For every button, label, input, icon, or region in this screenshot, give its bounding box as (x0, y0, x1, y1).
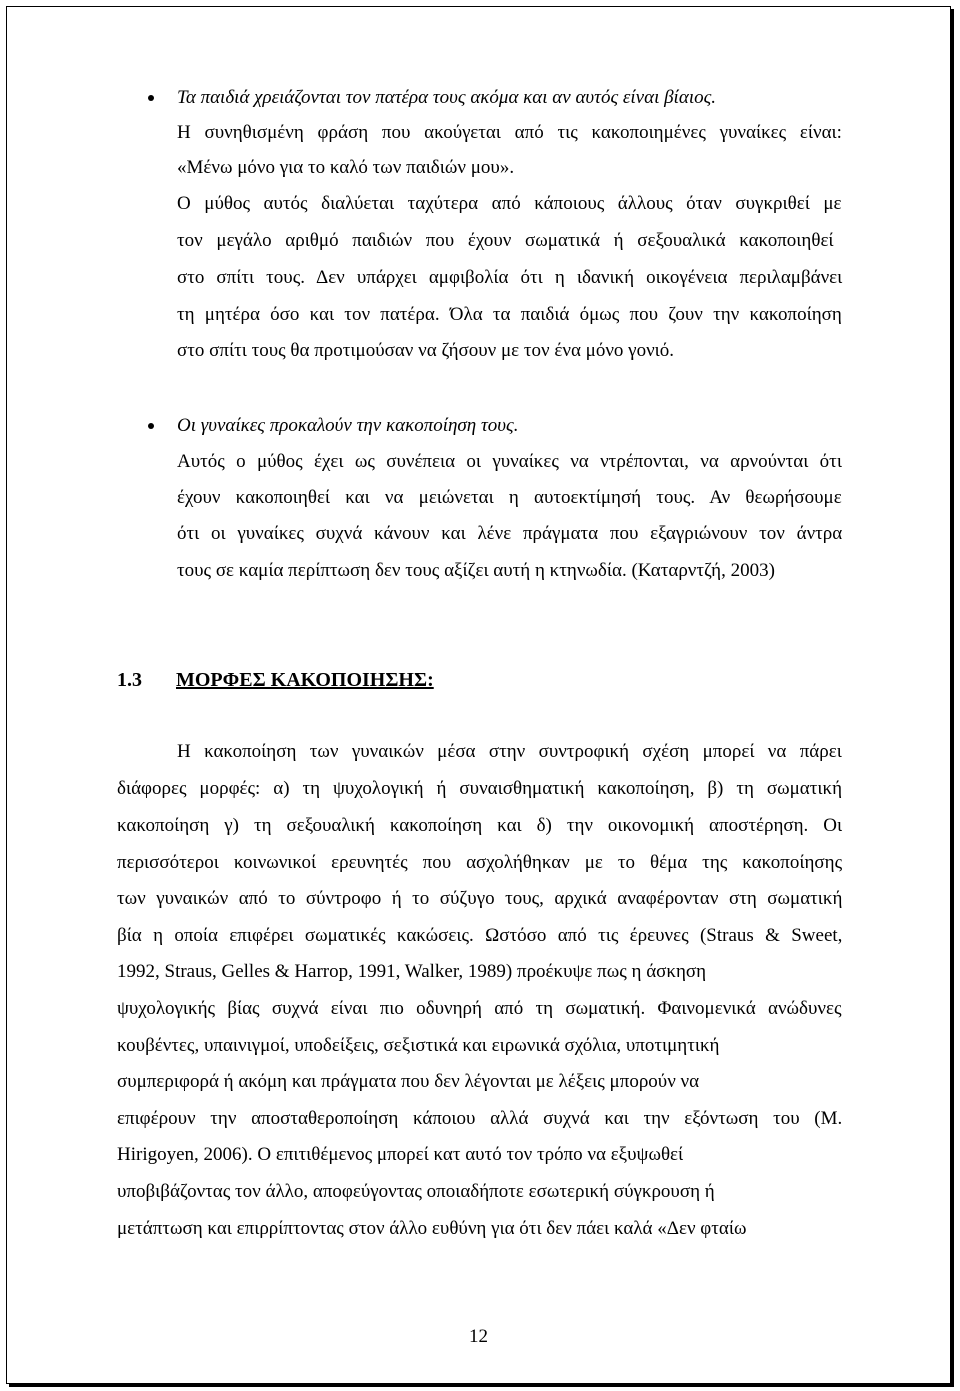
paragraph-line: Hirigoyen, 2006). Ο επιτιθέμενος μπορεί κατ αυτό τον τρόπο να εξυψωθεί (117, 1144, 684, 1165)
paragraph-line: ψυχολογικής βίας συχνά είναι πιο οδυνηρή από τη σωματική. Φαινομενικά ανώδυνες (117, 998, 842, 1019)
paragraph-line: βία η οποία επιφέρει σωματικές κακώσεις. Ωστόσο από τις έρευνες (Straus & Sweet, (117, 925, 843, 946)
paragraph-line: διάφορες μορφές: α) τη ψυχολογική ή συναισθηματική κακοποίηση, β) τη σωματική (117, 778, 843, 799)
bullet1-line: «Μένω μόνο για το καλό των παιδιών μου». (177, 157, 515, 178)
bullet1-line: Ο μύθος αυτός διαλύεται ταχύτερα από κάποιους άλλους όταν συγκριθεί με (177, 193, 842, 214)
paragraph-line: 1992, Straus, Gelles & Harrop, 1991, Walker, 1989) προέκυψε πως η άσκηση (117, 961, 707, 982)
paragraph-line: κακοποίηση γ) τη σεξουαλική κακοποίηση και δ) την οικονομική αποστέρηση. Οι (117, 815, 843, 836)
bullet-marker (148, 423, 154, 429)
bullet-marker (148, 95, 154, 101)
paragraph-line: υποβιβάζοντας τον άλλο, αποφεύγοντας οποιαδήποτε εσωτερική σύγκρουση ή (117, 1181, 715, 1202)
bullet1-line: Η συνηθισμένη φράση που ακούγεται από τις κακοποιημένες γυναίκες είναι: (177, 122, 842, 143)
bullet1-line: στο σπίτι τους. Δεν υπάρχει αμφιβολία ότι η ιδανική οικογένεια περιλαμβάνει (177, 267, 843, 288)
paragraph-line: περισσότεροι κοινωνικοί ερευνητές που ασχολήθηκαν με το θέμα της κακοποίησης (117, 852, 843, 873)
page-number: 12 (469, 1326, 488, 1347)
bullet2-line: τους σε καμία περίπτωση δεν τους αξίζει αυτή η κτηνωδία. (Καταρντζή, 2003) (177, 560, 775, 581)
bullet2-line: έχουν κακοποιηθεί και να μειώνεται η αυτοεκτίμησή τους. Αν θεωρήσουμε (177, 487, 842, 508)
paragraph-line: συμπεριφορά ή ακόμη και πράγματα που δεν λέγονται με λέξεις μπορούν να (117, 1071, 700, 1092)
paragraph-line: μετάπτωση και επιρρίπτοντας στον άλλο ευθύνη για ότι δεν πάει καλά «Δεν φταίω (117, 1218, 747, 1239)
bullet1-line: τη μητέρα όσο και τον πατέρα. Όλα τα παιδιά όμως που ζουν την κακοποίηση (177, 304, 842, 325)
bullet2-line: ότι οι γυναίκες συχνά κάνουν και λένε πράγματα που εξαγριώνουν τον άντρα (177, 523, 843, 544)
paragraph-line: Η κακοποίηση των γυναικών μέσα στην συντροφική σχέση μπορεί να πάρει (177, 741, 842, 762)
section-title: ΜΟΡΦΕΣ ΚΑΚΟΠΟΙΗΣΗΣ: (176, 669, 434, 691)
bullet-heading: Τα παιδιά χρειάζονται τον πατέρα τους ακόμα και αν αυτός είναι βίαιος. (177, 87, 717, 108)
bullet1-line: στο σπίτι τους θα προτιμούσαν να ζήσουν με τον ένα μόνο γονιό. (177, 340, 675, 361)
paragraph-line: επιφέρουν την αποσταθεροποίηση κάποιου αλλά συχνά και την εξόντωση του (M. (117, 1108, 843, 1129)
paragraph-line: κουβέντες, υπαινιγμοί, υποδείξεις, σεξιστικά και ειρωνικά σχόλια, υποτιμητική (117, 1035, 720, 1056)
bullet-heading: Οι γυναίκες προκαλούν την κακοποίηση τους. (177, 415, 519, 436)
bullet1-line: τον μεγάλο αριθμό παιδιών που έχουν σωματικά ή σεξουαλικά κακοποιηθεί (177, 230, 834, 251)
paragraph-line: των γυναικών από το σύντροφο ή το σύζυγο τους, αρχικά αναφέρονταν στη σωματική (117, 888, 843, 909)
bullet2-line: Αυτός ο μύθος έχει ως συνέπεια οι γυναίκες να ντρέπονται, να αρνούνται ότι (177, 451, 842, 472)
section-number: 1.3 (117, 669, 142, 691)
